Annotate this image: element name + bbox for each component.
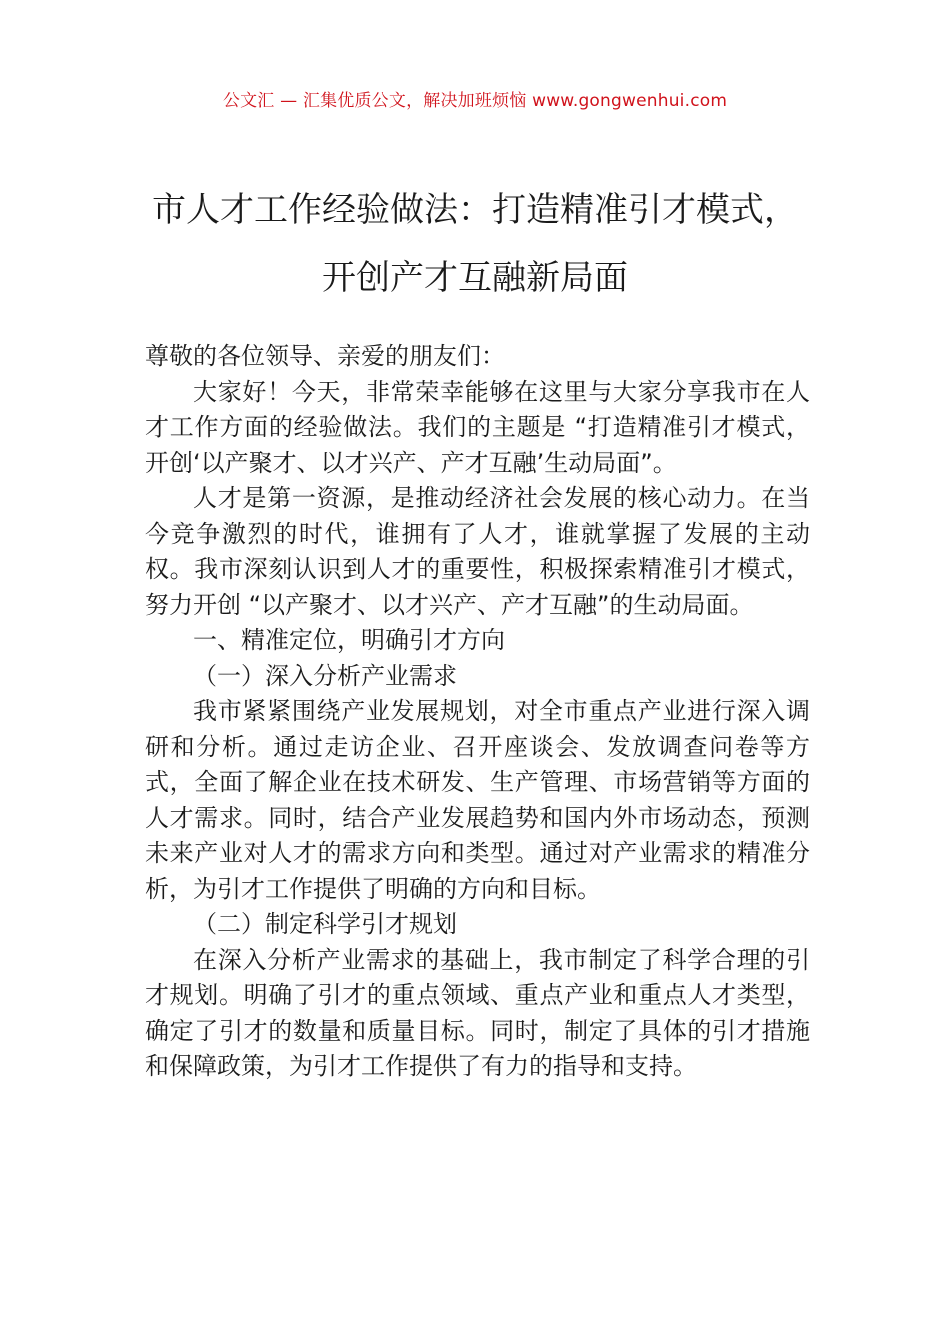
salutation: 尊敬的各位领导、亲爱的朋友们： bbox=[145, 342, 505, 370]
document-body bbox=[145, 339, 810, 1085]
subsection-1-paragraph: 我市紧紧围绕产业发展规划，对全市重点产业进行深入调研和分析。通过走访企业、召开座谈会、发放调查问卷等方式，全面了解企业在技术研发、生产管理、市场营销等方面的人才需求。同时，结合产业发展趋势和国内外市场动态，预测未来产业对人才的需求方向和类型。通过对产业需求的精准分析，为引才工作提供了明确的方向和目标。 bbox=[145, 697, 810, 903]
subsection-2-paragraph: 在深入分析产业需求的基础上，我市制定了科学合理的引才规划。明确了引才的重点领域、重点产业和重点人才类型，确定了引才的数量和质量目标。同时，制定了具体的引才措施和保障政策，为引才工作提供了有力的指导和支持。 bbox=[145, 945, 810, 1080]
header-banner: 公文汇 — 汇集优质公文，解决加班烦恼 www.gongwenhui.com bbox=[222, 91, 728, 111]
subsection-2-heading: （二）制定科学引才规划 bbox=[193, 910, 457, 938]
section-1-heading: 一、精准定位，明确引才方向 bbox=[193, 626, 505, 654]
document-title bbox=[60, 176, 890, 312]
title-line-1: 市人才工作经验做法：打造精准引才模式， bbox=[152, 190, 798, 230]
paragraph-intro: 大家好！今天，非常荣幸能够在这里与大家分享我市在人才工作方面的经验做法。我们的主题是 “打造精准引才模式，开创‘以产聚才、以才兴产、产才互融’生动局面”。 bbox=[145, 377, 810, 477]
paragraph-talent: 人才是第一资源，是推动经济社会发展的核心动力。在当今竞争激烈的时代，谁拥有了人才，谁就掌握了发展的主动权。我市深刻认识到人才的重要性，积极探索精准引才模式，努力开创 “以产聚才、以才兴产、产才互融”的生动局面。 bbox=[145, 484, 810, 619]
title-line-2: 开创产才互融新局面 bbox=[322, 258, 628, 298]
subsection-1-heading: （一）深入分析产业需求 bbox=[193, 661, 457, 690]
